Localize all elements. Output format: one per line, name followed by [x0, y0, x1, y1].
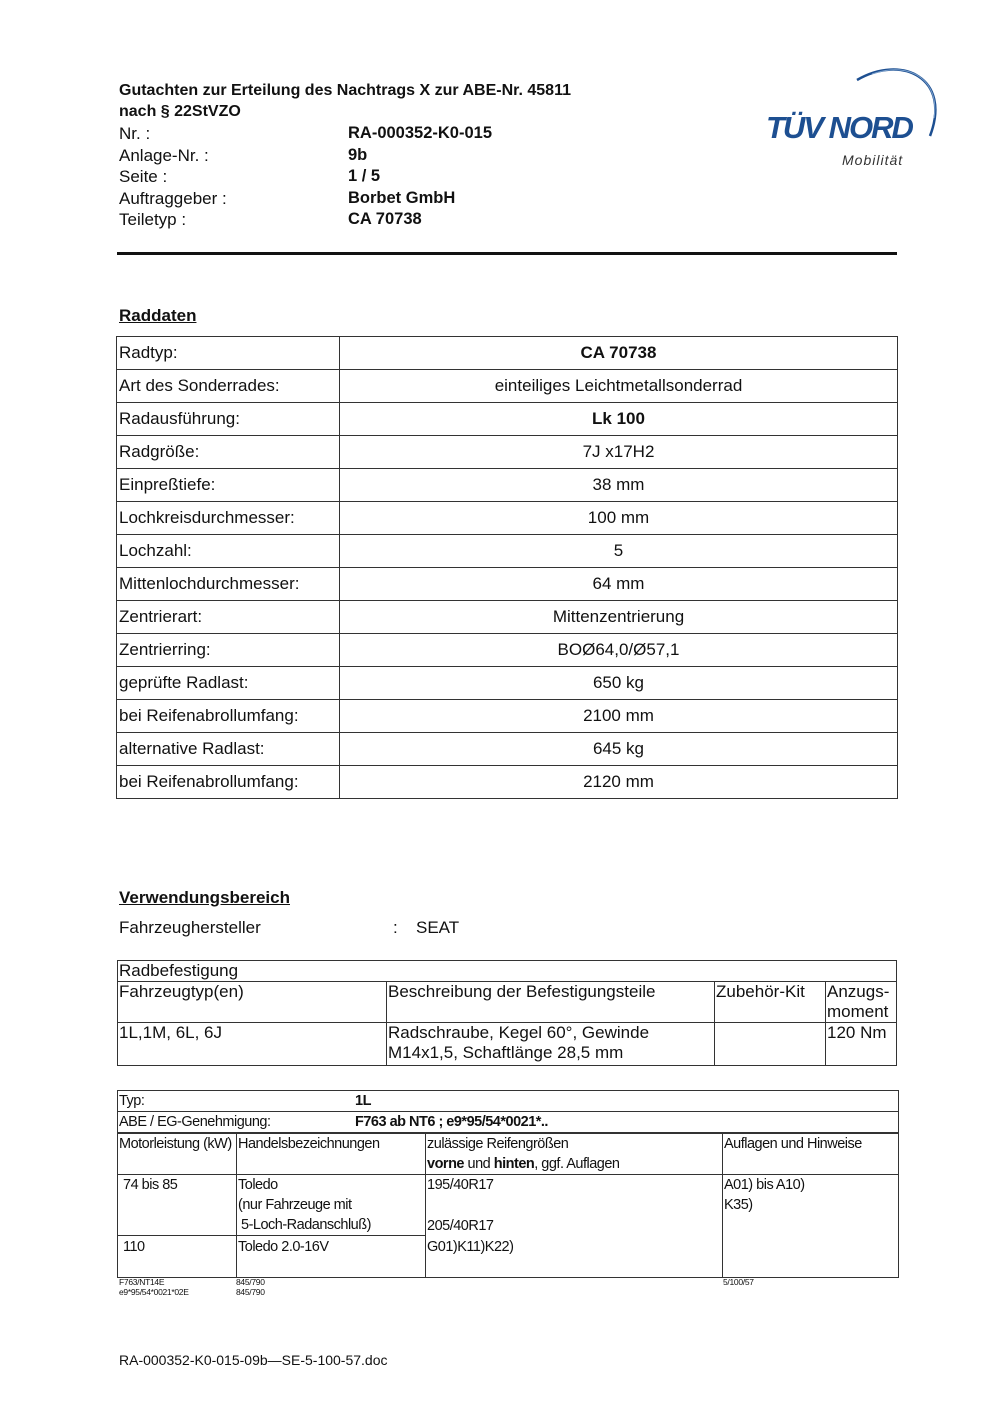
row-value: 64 mm [340, 568, 898, 601]
table-row [117, 469, 898, 502]
abe-value: F763 ab NT6 ; e9*95/54*0021*.. [355, 1114, 548, 1130]
row-label: Zentrierring: [117, 634, 340, 667]
header-motor: Motorleistung (kW) [119, 1136, 232, 1152]
header-reifen-und: und [464, 1156, 494, 1172]
header-reifen-hinten: hinten [493, 1156, 535, 1172]
header-reifen-line1: zulässige Reifengrößen [427, 1136, 569, 1152]
column-header: Fahrzeugtyp(en) [118, 982, 387, 1023]
column-divider [722, 1134, 723, 1277]
logo-wordmark: TÜV NORD [766, 110, 912, 145]
row-value: 7J x17H2 [340, 436, 898, 469]
handel-line: Toledo [238, 1177, 278, 1193]
raddaten-table [116, 336, 898, 799]
logo-subtitle: Mobilität [842, 152, 904, 168]
row-value: CA 70738 [340, 337, 898, 370]
abe-row [118, 1112, 898, 1134]
row-label: Radausführung: [117, 403, 340, 436]
typ-label: Typ: [119, 1093, 145, 1109]
document-meta-table [119, 123, 492, 231]
meta-label: Auftraggeber : [119, 188, 227, 208]
column-divider [236, 1134, 237, 1277]
table-row [117, 733, 898, 766]
header-reifen-vorne: vorne [427, 1156, 464, 1172]
meta-label: Nr. : [119, 124, 151, 143]
handel-cell: Toledo 2.0-16V [238, 1239, 329, 1255]
table-row [117, 403, 898, 436]
radbefestigung-table [117, 960, 897, 1066]
row-label: bei Reifenabrollumfang: [117, 766, 340, 799]
table-cell: 120 Nm [826, 1023, 897, 1066]
verwendungsbereich-heading: Verwendungsbereich [119, 888, 290, 907]
auflagen-cell: K35) [724, 1197, 753, 1213]
table-row [117, 502, 898, 535]
header-reifen-line2 [427, 1154, 619, 1174]
meta-row-nr [119, 123, 492, 145]
table-row [117, 436, 898, 469]
fine-print-line: F763/NT14E [119, 1277, 165, 1287]
header-divider [117, 252, 897, 255]
row-value: 2100 mm [340, 700, 898, 733]
row-label: Zentrierart: [117, 601, 340, 634]
column-header: Beschreibung der Befestigungsteile [387, 982, 715, 1023]
meta-value: RA-000352-K0-015 [348, 124, 492, 142]
row-value: einteiliges Leichtmetallsonderrad [340, 370, 898, 403]
row-label: Einpreßtiefe: [117, 469, 340, 502]
tuv-nord-logo [762, 58, 942, 173]
handel-line: (nur Fahrzeuge mit [238, 1197, 352, 1213]
table-header-row [118, 982, 897, 1023]
handel-cell [238, 1175, 371, 1235]
header-reifen [427, 1134, 619, 1174]
row-label: bei Reifenabrollumfang: [117, 700, 340, 733]
meta-value: CA 70738 [348, 210, 422, 228]
motor-cell: 110 [123, 1239, 145, 1255]
table-row [117, 667, 898, 700]
row-value: 645 kg [340, 733, 898, 766]
table-row [118, 961, 897, 982]
meta-row-seite [119, 166, 492, 188]
table-row [117, 535, 898, 568]
table-row [117, 634, 898, 667]
table-row [117, 766, 898, 799]
row-value: 5 [340, 535, 898, 568]
row-label: Radtyp: [117, 337, 340, 370]
fine-print-line: 845/790 [236, 1287, 265, 1297]
table-cell: 1L,1M, 6L, 6J [118, 1023, 387, 1066]
raddaten-heading: Raddaten [119, 306, 197, 325]
meta-row-auftraggeber [119, 188, 492, 210]
document-title: Gutachten zur Erteilung des Nachtrags X zur ABE-Nr. 45811 nach § 22StVZO [119, 82, 571, 120]
column-divider [425, 1134, 426, 1277]
row-label: Radgröße: [117, 436, 340, 469]
table-cell [715, 1023, 826, 1066]
radbefestigung-title: Radbefestigung [118, 961, 897, 982]
reifen-cell: 205/40R17 [427, 1218, 494, 1234]
typ-value: 1L [355, 1093, 371, 1109]
header-handel: Handelsbezeichnungen [238, 1136, 380, 1152]
auflagen-cell: A01) bis A10) [724, 1177, 805, 1193]
abe-label: ABE / EG-Genehmigung: [119, 1114, 271, 1130]
table-row [117, 568, 898, 601]
motor-cell: 74 bis 85 [123, 1177, 178, 1193]
meta-value: 1 / 5 [348, 167, 381, 185]
row-label: geprüfte Radlast: [117, 667, 340, 700]
row-value: Lk 100 [340, 403, 898, 436]
meta-value: Borbet GmbH [348, 188, 456, 207]
fine-print-col1 [119, 1277, 189, 1297]
row-value: BOØ64,0/Ø57,1 [340, 634, 898, 667]
meta-label: Anlage-Nr. : [119, 145, 209, 165]
meta-row-anlage [119, 145, 492, 167]
row-value: 2120 mm [340, 766, 898, 799]
row-label: Lochzahl: [117, 535, 340, 568]
row-value: 650 kg [340, 667, 898, 700]
table-row [117, 700, 898, 733]
fine-print-line: e9*95/54*0021*02E [119, 1287, 189, 1297]
row-label: Lochkreisdurchmesser: [117, 502, 340, 535]
row-value: Mittenzentrierung [340, 601, 898, 634]
meta-label: Teiletyp : [119, 210, 187, 229]
header-auflagen: Auflagen und Hinweise [724, 1136, 862, 1152]
typ-grid [118, 1134, 898, 1277]
row-label: Mittenlochdurchmesser: [117, 568, 340, 601]
table-row [118, 1023, 897, 1066]
footer-filename: RA-000352-K0-015-09b—SE-5-100-57.doc [119, 1352, 388, 1368]
reifen-cell: 195/40R17 [427, 1177, 494, 1193]
hersteller-value: SEAT [416, 918, 460, 937]
row-label: Art des Sonderrades: [117, 370, 340, 403]
fine-print-line: 845/790 [236, 1277, 265, 1287]
row-divider [118, 1235, 425, 1236]
typ-row [118, 1091, 898, 1112]
fine-print-col2 [236, 1277, 265, 1297]
row-label: alternative Radlast: [117, 733, 340, 766]
hersteller-label: Fahrzeughersteller [119, 918, 261, 937]
hersteller-separator: : [393, 918, 398, 937]
meta-row-teiletyp [119, 209, 492, 231]
column-header: Anzugs-moment [826, 982, 897, 1023]
fine-print-col3: 5/100/57 [723, 1277, 754, 1287]
row-value: 100 mm [340, 502, 898, 535]
reifen-cell: G01)K11)K22) [427, 1239, 514, 1255]
meta-value: 9b [348, 145, 368, 164]
table-row [117, 370, 898, 403]
header-reifen-rest: , ggf. Auflagen [534, 1156, 620, 1172]
table-row [117, 601, 898, 634]
column-header: Zubehör-Kit [715, 982, 826, 1023]
row-value: 38 mm [340, 469, 898, 502]
table-row [117, 337, 898, 370]
meta-label: Seite : [119, 167, 168, 186]
handel-line: 5-Loch-Radanschluß) [241, 1217, 371, 1233]
table-cell: Radschraube, Kegel 60°, Gewinde M14x1,5, Schaftlänge 28,5 mm [387, 1023, 715, 1066]
typ-table [117, 1090, 899, 1278]
